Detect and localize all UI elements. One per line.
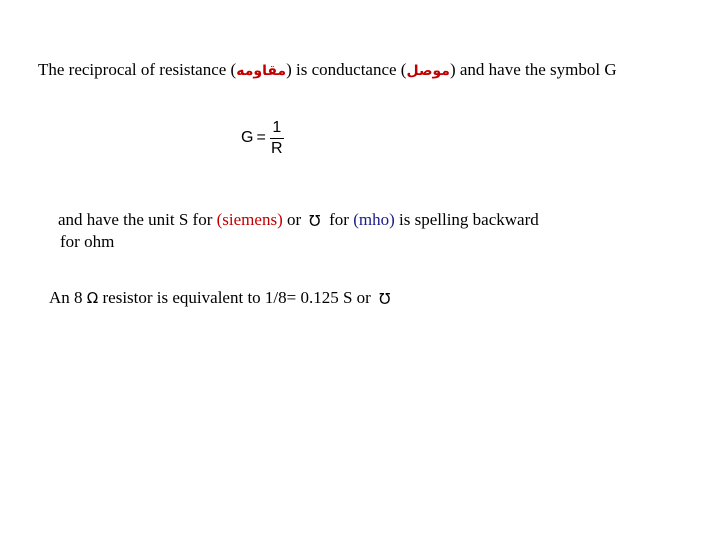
arabic-resistance-word: مقاومه [236, 63, 287, 79]
formula-fraction [270, 119, 284, 158]
for-ohm-text: for ohm [60, 232, 115, 251]
formula-equals: = [256, 129, 266, 146]
arabic-conductor-word: موصل [406, 63, 450, 79]
definition-text-3: ) and have the symbol G [449, 60, 617, 79]
example-text-2: resistor is equivalent to 1/8= 0.125 S or [98, 288, 376, 307]
formula-denominator: R [271, 139, 283, 157]
unit-text-1: and have the unit S for [58, 210, 217, 229]
formula-symbol-g: G [241, 129, 254, 146]
mho-symbol-icon-2: Ω [379, 289, 391, 307]
unit-text-4: is spelling backward [394, 210, 539, 229]
definition-text-1: The reciprocal of resistance ( [38, 60, 237, 79]
example-text-1: An 8 [49, 288, 87, 307]
unit-text-2: or [282, 210, 306, 229]
definition-text-2: ) is conductance ( [286, 60, 407, 79]
unit-text-3: for [324, 210, 354, 229]
siemens-label: (siemens) [216, 210, 283, 229]
formula-numerator: 1 [272, 118, 282, 136]
mho-symbol-icon: Ω [309, 211, 321, 229]
ohm-symbol-icon: Ω [86, 289, 99, 307]
unit-description-line [58, 210, 539, 230]
mho-label: (mho) [353, 210, 395, 229]
conductance-definition-line [38, 60, 617, 81]
fraction-bar [270, 138, 284, 139]
unit-description-continuation [60, 232, 114, 252]
conductance-formula [241, 116, 284, 160]
resistor-example-line [49, 288, 391, 308]
